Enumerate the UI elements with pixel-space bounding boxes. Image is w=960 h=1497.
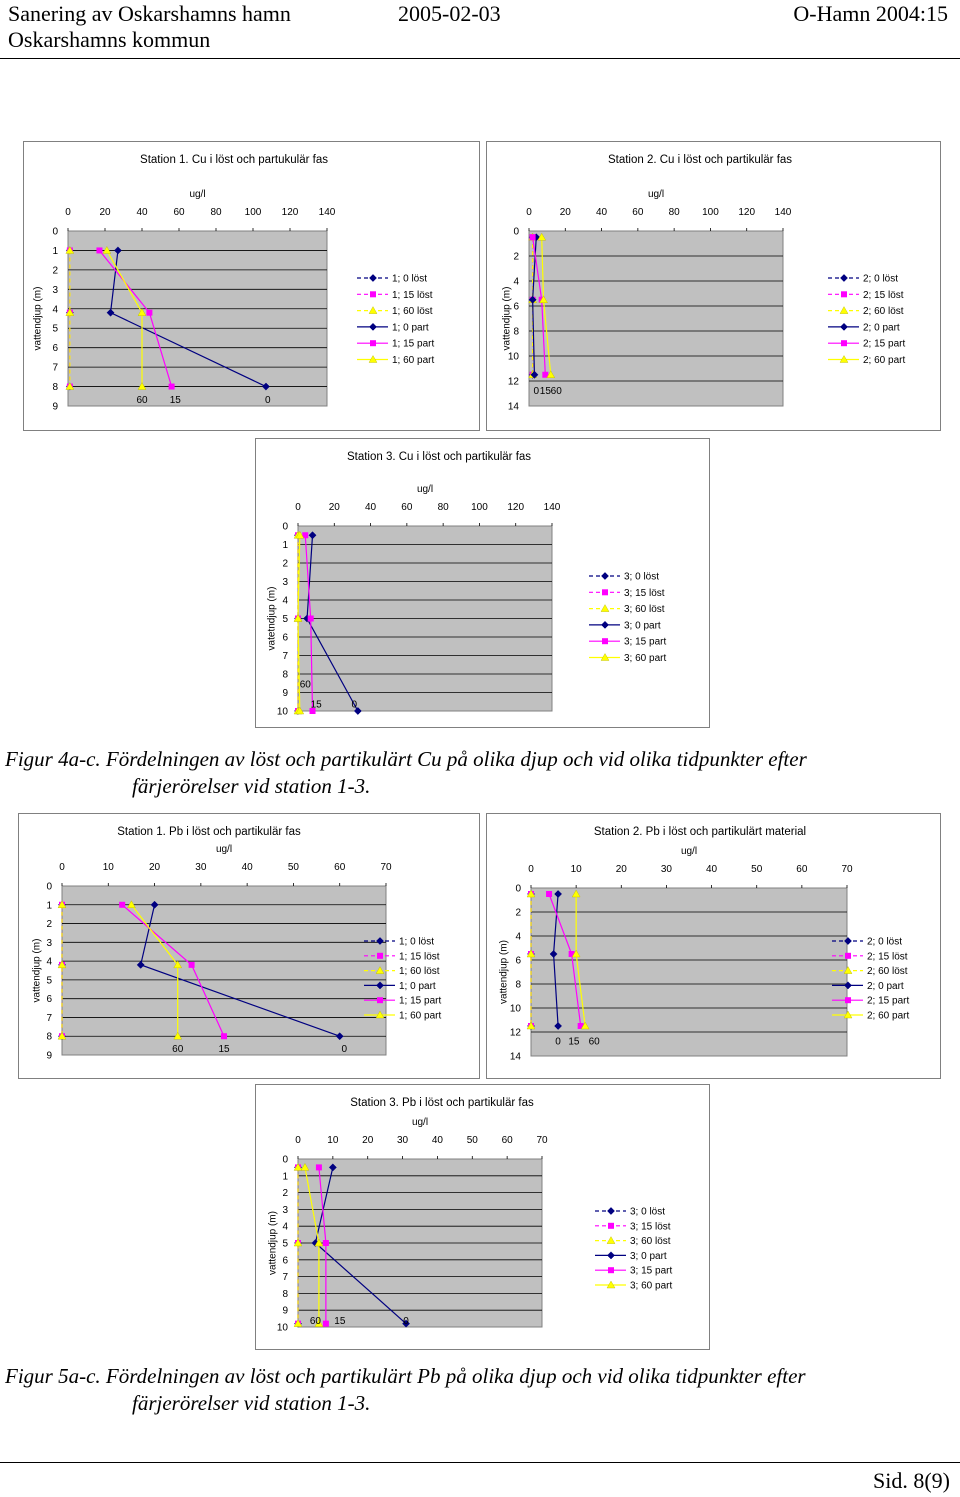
data-point (546, 891, 552, 897)
x-tick-label: 40 (241, 862, 253, 873)
header-rule (0, 58, 960, 59)
chart-cu-station-1 (23, 141, 480, 431)
y-axis-label: vattendjup (m) (32, 286, 44, 351)
document-date: 2005-02-03 (398, 1, 501, 26)
legend-label: 3; 15 löst (630, 1221, 671, 1233)
x-tick-label: 70 (380, 862, 392, 873)
legend-label: 2; 15 part (863, 338, 906, 350)
y-tick-label: 1 (282, 1171, 288, 1183)
x-tick-label: 60 (173, 207, 185, 218)
y-tick-label: 7 (46, 1012, 52, 1024)
legend-label: 2; 0 löst (863, 273, 899, 285)
y-tick-label: 2 (513, 251, 519, 263)
legend-label: 1; 60 löst (399, 966, 440, 978)
x-tick-label: 140 (543, 502, 561, 513)
legend-label: 3; 60 part (624, 653, 667, 664)
chart-title: Station 3. Pb i löst och partikulär fas (350, 1097, 534, 1109)
y-tick-label: 7 (282, 651, 288, 662)
x-axis-label: ug/l (189, 189, 206, 200)
legend-marker (607, 1207, 614, 1214)
y-tick-label: 8 (282, 669, 288, 681)
x-tick-label: 0 (295, 1135, 301, 1146)
y-tick-label: 4 (52, 304, 58, 316)
x-tick-label: 100 (471, 502, 488, 513)
x-tick-label: 40 (365, 502, 377, 513)
y-tick-label: 4 (46, 956, 52, 968)
x-tick-label: 120 (281, 207, 299, 218)
legend (595, 1207, 672, 1292)
y-tick-label: 3 (52, 284, 58, 296)
data-label: 15 (334, 1316, 346, 1327)
legend-marker (370, 340, 376, 346)
legend-label: 1; 0 löst (399, 936, 435, 948)
legend-label: 3; 60 part (630, 1280, 673, 1292)
data-label: 60 (136, 395, 148, 406)
legend-label: 1; 15 part (392, 338, 435, 350)
x-tick-label: 0 (528, 864, 534, 875)
x-tick-label: 30 (195, 862, 207, 873)
y-axis-label: vattendjup (m) (267, 1211, 279, 1275)
legend-marker (845, 997, 851, 1003)
x-tick-label: 60 (501, 1135, 513, 1146)
legend-marker (369, 307, 377, 314)
data-label: 15 (568, 1036, 580, 1048)
x-tick-label: 0 (526, 207, 532, 218)
legend-marker (841, 291, 847, 297)
y-tick-label: 0 (46, 881, 52, 893)
y-tick-label: 14 (509, 1051, 521, 1063)
legend-label: 3; 0 part (630, 1250, 667, 1262)
data-label: 60 (299, 679, 311, 691)
y-tick-label: 9 (282, 688, 288, 699)
chart-pb-station-1 (18, 813, 480, 1079)
legend-label: 2; 60 part (863, 355, 906, 366)
legend-marker (840, 307, 848, 314)
y-tick-label: 4 (515, 931, 521, 943)
legend-marker (377, 953, 383, 959)
legend-label: 1; 15 löst (399, 951, 440, 963)
legend-marker (607, 1237, 615, 1244)
footer-rule (0, 1462, 960, 1463)
data-point (323, 1321, 329, 1327)
legend-label: 3; 60 löst (624, 604, 665, 616)
x-tick-label: 10 (102, 862, 114, 873)
x-tick-label: 20 (99, 207, 111, 218)
legend-marker (602, 638, 608, 644)
x-tick-label: 20 (362, 1135, 374, 1146)
legend-label: 2; 0 part (867, 980, 904, 992)
legend-label: 3; 15 löst (624, 587, 665, 599)
chart-svg (256, 439, 709, 727)
chart-title: Station 2. Pb i löst och partikulärt material (593, 826, 807, 838)
y-tick-label: 6 (513, 301, 519, 313)
x-tick-label: 0 (59, 862, 65, 873)
y-tick-label: 2 (282, 1188, 288, 1200)
y-tick-label: 10 (276, 1322, 288, 1334)
chart-svg (24, 142, 479, 430)
y-tick-label: 8 (513, 326, 519, 338)
x-tick-label: 40 (596, 207, 608, 218)
x-tick-label: 50 (751, 864, 763, 875)
x-tick-label: 10 (327, 1135, 339, 1146)
data-label: 15 (218, 1044, 230, 1055)
legend-marker (601, 605, 609, 612)
x-tick-label: 60 (334, 862, 346, 873)
plot-area (68, 231, 327, 406)
data-point (189, 962, 195, 968)
x-tick-label: 60 (401, 502, 413, 513)
legend-label: 3; 60 löst (630, 1236, 671, 1248)
legend-label: 2; 0 part (863, 322, 900, 334)
legend-marker (607, 1252, 614, 1259)
legend-marker (845, 953, 851, 959)
chart-title: Station 1. Pb i löst och partikulär fas (117, 826, 301, 838)
x-tick-label: 60 (796, 864, 808, 875)
x-axis-label: ug/l (647, 189, 665, 200)
x-tick-label: 40 (136, 207, 148, 218)
x-tick-label: 120 (507, 502, 525, 513)
legend-marker (608, 1267, 614, 1273)
x-tick-label: 30 (397, 1135, 409, 1146)
y-tick-label: 5 (46, 975, 52, 987)
y-tick-label: 6 (46, 994, 52, 1006)
y-tick-label: 2 (52, 265, 58, 277)
y-tick-label: 0 (515, 883, 521, 895)
y-tick-label: 0 (52, 226, 58, 238)
y-tick-label: 7 (282, 1272, 288, 1284)
x-tick-label: 100 (244, 207, 262, 218)
chart-cu-station-2 (486, 141, 941, 431)
legend-label: 3; 15 part (624, 636, 667, 648)
data-label: 60 (588, 1036, 600, 1048)
x-tick-label: 20 (328, 502, 340, 513)
data-point (146, 310, 152, 316)
x-tick-label: 50 (466, 1135, 478, 1146)
data-label: 60 (550, 385, 562, 397)
document-title: Sanering av Oskarshamns hamn (8, 1, 291, 26)
data-label: 60 (309, 1316, 321, 1327)
x-tick-label: 50 (287, 862, 299, 873)
y-tick-label: 5 (282, 614, 288, 625)
y-tick-label: 2 (282, 558, 288, 570)
legend-label: 3; 0 löst (630, 1206, 666, 1218)
data-label: 15 (169, 395, 181, 406)
legend-marker (370, 291, 376, 297)
y-tick-label: 8 (515, 979, 521, 991)
x-tick-label: 20 (559, 207, 571, 218)
x-tick-label: 0 (295, 502, 301, 513)
x-tick-label: 70 (841, 864, 853, 875)
legend-label: 1; 60 part (399, 1010, 442, 1022)
x-tick-label: 100 (702, 207, 719, 218)
legend-label: 2; 15 löst (863, 289, 904, 301)
legend-label: 1; 15 löst (392, 289, 433, 301)
plot-area (62, 886, 386, 1055)
y-axis-label: vattendjup (m) (501, 286, 513, 351)
x-tick-label: 0 (65, 207, 71, 218)
y-tick-label: 6 (515, 955, 521, 967)
y-tick-label: 4 (282, 595, 288, 607)
x-tick-label: 40 (706, 864, 718, 875)
data-label: 0 (351, 699, 358, 711)
legend-marker (601, 572, 608, 579)
document-subtitle: Oskarshamns kommun (8, 27, 211, 52)
x-tick-label: 20 (615, 864, 627, 875)
y-tick-label: 5 (282, 1238, 288, 1250)
chart-title: Station 1. Cu i löst och partukulär fas (140, 154, 328, 166)
chart-title: Station 3. Cu i löst och partikulär fas (346, 451, 532, 463)
figure-5-caption: Figur 5a-c. Fördelningen av löst och partikulärt Pb på olika djup och vid olika tidpunkter efter (5, 1364, 806, 1388)
data-point (169, 384, 175, 390)
plot-area (529, 231, 783, 406)
x-tick-label: 40 (431, 1135, 443, 1146)
legend-label: 1; 0 part (392, 322, 429, 334)
data-label: 0 (341, 1044, 348, 1055)
y-tick-label: 6 (52, 343, 58, 355)
legend-label: 3; 15 part (630, 1265, 673, 1277)
data-point (308, 616, 314, 622)
page-number: Sid. 8(9) (873, 1468, 950, 1493)
data-point (119, 902, 125, 908)
data-label: 60 (172, 1044, 184, 1055)
legend-label: 3; 0 part (624, 620, 661, 632)
y-tick-label: 8 (282, 1288, 288, 1300)
chart-svg (256, 1085, 709, 1349)
x-tick-label: 60 (632, 207, 644, 218)
y-tick-label: 12 (507, 376, 519, 388)
chart-pb-station-2 (486, 813, 941, 1079)
x-tick-label: 80 (210, 207, 222, 218)
legend-marker (841, 340, 847, 346)
data-label: 0 (403, 1316, 409, 1327)
y-tick-label: 0 (513, 226, 519, 238)
y-tick-label: 1 (52, 245, 58, 257)
x-tick-label: 140 (318, 207, 336, 218)
y-tick-label: 4 (513, 276, 519, 288)
legend-label: 3; 0 löst (624, 571, 660, 583)
legend-label: 2; 0 löst (867, 936, 903, 948)
y-tick-label: 3 (46, 937, 52, 949)
legend (828, 274, 905, 367)
y-tick-label: 9 (46, 1050, 52, 1062)
legend-marker (369, 274, 376, 281)
y-tick-label: 0 (282, 521, 288, 533)
y-tick-label: 14 (507, 401, 519, 413)
y-tick-label: 6 (282, 1255, 288, 1267)
y-tick-label: 8 (46, 1031, 52, 1043)
legend-label: 2; 15 part (867, 995, 910, 1007)
data-label: 15 (539, 385, 551, 397)
y-tick-label: 3 (282, 577, 288, 588)
x-tick-label: 30 (660, 864, 672, 875)
y-tick-label: 1 (46, 900, 52, 912)
y-tick-label: 10 (507, 351, 519, 363)
chart-title: Station 2. Cu i löst och partikulär fas (607, 154, 793, 166)
legend-label: 1; 60 löst (392, 306, 433, 318)
y-tick-label: 12 (509, 1027, 521, 1039)
legend-marker (840, 274, 847, 281)
y-tick-label: 8 (52, 382, 58, 394)
x-tick-label: 120 (738, 207, 756, 218)
y-tick-label: 7 (52, 362, 58, 374)
figure-4-caption-cont: färjerörelser vid station 1-3. (132, 774, 371, 798)
y-axis-label: vattendjup (m) (31, 938, 43, 1003)
legend (357, 274, 434, 367)
legend-label: 2; 15 löst (867, 951, 908, 963)
legend-marker (377, 997, 383, 1003)
figure-4-caption: Figur 4a-c. Fördelningen av löst och partikulärt Cu på olika djup och vid olika tidpunkter efter (5, 747, 807, 771)
y-tick-label: 5 (52, 323, 58, 335)
data-point (221, 1033, 227, 1039)
legend-label: 1; 0 part (399, 980, 436, 992)
legend-marker (369, 323, 376, 330)
y-tick-label: 2 (515, 907, 521, 919)
legend-marker (601, 621, 608, 628)
legend-marker (840, 323, 847, 330)
data-point (530, 234, 536, 240)
legend (589, 572, 666, 665)
x-tick-label: 80 (437, 502, 449, 513)
document-number: O-Hamn 2004:15 (793, 1, 948, 26)
data-label: 15 (310, 699, 322, 711)
data-label: 0 (555, 1036, 561, 1048)
chart-svg (19, 814, 479, 1078)
chart-pb-station-3 (255, 1084, 710, 1350)
x-tick-label: 20 (149, 862, 161, 873)
y-axis-label: vattendjup (m) (498, 940, 510, 1004)
legend-label: 2; 60 part (867, 1010, 910, 1022)
legend-marker (602, 589, 608, 595)
y-axis-label: vatetndjup (m) (266, 586, 278, 651)
y-tick-label: 0 (282, 1154, 288, 1166)
y-tick-label: 2 (46, 919, 52, 931)
x-tick-label: 70 (536, 1135, 548, 1146)
y-tick-label: 10 (509, 1003, 521, 1015)
legend-marker (608, 1223, 614, 1229)
chart-svg (487, 814, 940, 1078)
y-tick-label: 3 (282, 1204, 288, 1216)
x-tick-label: 140 (774, 207, 792, 218)
legend-label: 1; 15 part (399, 995, 442, 1007)
x-axis-label: ug/l (215, 844, 233, 855)
chart-svg (487, 142, 940, 430)
x-axis-label: ug/l (411, 1117, 429, 1128)
x-tick-label: 10 (570, 864, 582, 875)
data-point (96, 247, 102, 253)
figure-5-caption-cont: färjerörelser vid station 1-3. (132, 1391, 371, 1415)
legend-label: 1; 60 part (392, 355, 435, 366)
y-tick-label: 1 (282, 540, 288, 551)
data-label: 0 (533, 385, 540, 397)
y-tick-label: 9 (282, 1305, 288, 1317)
x-tick-label: 80 (668, 207, 680, 218)
chart-cu-station-3 (255, 438, 710, 728)
x-axis-label: ug/l (416, 484, 434, 495)
data-point (323, 1240, 329, 1246)
x-axis-label: ug/l (680, 846, 698, 857)
legend-label: 2; 60 löst (867, 966, 908, 978)
y-tick-label: 10 (276, 706, 288, 718)
y-tick-label: 4 (282, 1221, 288, 1233)
data-label: 0 (265, 395, 271, 406)
legend-label: 1; 0 löst (392, 273, 428, 285)
legend-label: 2; 60 löst (863, 306, 904, 318)
y-tick-label: 9 (52, 401, 58, 413)
data-point (316, 1164, 322, 1170)
y-tick-label: 6 (282, 632, 288, 644)
